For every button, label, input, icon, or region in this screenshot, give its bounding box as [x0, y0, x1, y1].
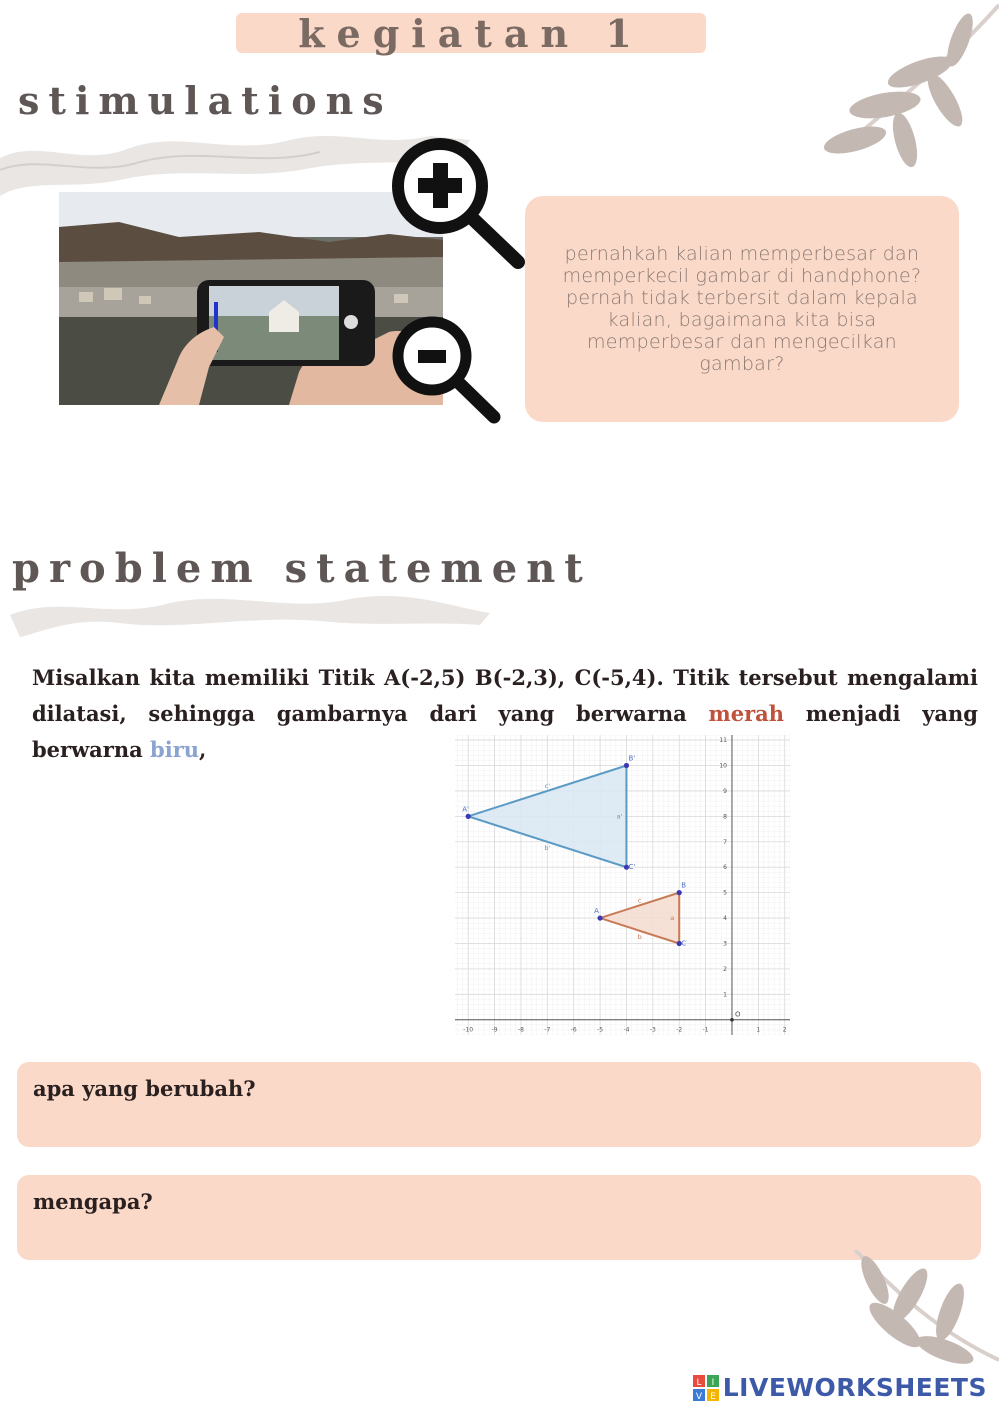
stimulation-question: pernahkah kalian memperbesar dan memperkecil gambar di handphone? pernah tidak terbersit dalam kepala kalian, bagaimana kita bisa memperbesar dan mengecilkan gambar?: [562, 243, 922, 375]
side-label: a': [616, 812, 623, 821]
x-tick-label: -4: [623, 1026, 630, 1034]
vertex-label: A: [594, 907, 599, 916]
x-tick-label: -2: [676, 1026, 683, 1034]
torn-paper-strip-2: [10, 585, 500, 645]
liveworksheets-badge-icon: [693, 1375, 719, 1401]
y-tick-label: 2: [723, 965, 727, 973]
badge-letter: V: [695, 1391, 702, 1401]
page-title: kegiatan 1: [298, 10, 644, 56]
y-tick-label: 8: [723, 813, 727, 821]
y-tick-label: 10: [719, 762, 727, 770]
side-label: c': [544, 781, 551, 790]
vertex-point: [624, 763, 629, 768]
stimulations-heading: stimulations: [18, 78, 393, 123]
problem-text-part1: Misalkan kita memiliki Titik A(-2,5) B(-2,3), C(-5,4). Titik tersebut mengalami dilatasi, sehingga gambarnya dari yang berwarna: [32, 665, 978, 726]
question-2-label: mengapa?: [33, 1189, 153, 1214]
badge-letter: E: [709, 1391, 716, 1401]
x-tick-label: 2: [782, 1026, 787, 1034]
problem-text-part2: menjadi yang berwarna: [32, 701, 978, 762]
zoom-in-icon: [390, 134, 530, 269]
question-box-2[interactable]: [17, 1175, 981, 1260]
x-tick-label: -9: [491, 1026, 498, 1034]
x-tick-label: -6: [570, 1026, 577, 1034]
y-tick-label: 9: [723, 787, 727, 795]
liveworksheets-logo: [693, 1373, 987, 1402]
badge-letter: L: [696, 1377, 702, 1388]
y-tick-label: 1: [723, 991, 727, 999]
problem-text-part3: ,: [199, 737, 207, 762]
vertex-point: [597, 915, 602, 920]
question-box-1[interactable]: [17, 1062, 981, 1147]
vertex-label: B': [628, 754, 636, 763]
title-bar: [236, 10, 706, 56]
y-tick-label: 3: [723, 940, 727, 948]
x-tick-label: -10: [463, 1026, 474, 1034]
vertex-point: [466, 814, 471, 819]
y-tick-label: 6: [723, 864, 727, 872]
word-merah: merah: [708, 701, 785, 726]
origin-point: [730, 1018, 734, 1022]
phone-photo: [59, 192, 443, 405]
y-tick-label: 7: [723, 838, 727, 846]
question-1-label: apa yang berubah?: [33, 1076, 256, 1101]
x-tick-label: -3: [649, 1026, 656, 1034]
side-label: a: [670, 914, 675, 923]
zoom-out-icon: [390, 312, 505, 427]
y-tick-label: 5: [723, 889, 727, 897]
leaf-decoration-bottom: [835, 1250, 999, 1370]
problem-heading: problem statement: [12, 545, 592, 592]
word-biru: biru: [150, 737, 200, 762]
x-tick-label: -5: [597, 1026, 604, 1034]
vertex-point: [677, 890, 682, 895]
x-tick-label: -1: [702, 1026, 709, 1034]
y-tick-label: 11: [719, 737, 727, 745]
stimulation-question-box: [525, 196, 959, 422]
leaf-decoration-top: [800, 0, 999, 175]
side-label: b': [544, 843, 551, 852]
vertex-label: B: [681, 881, 687, 890]
vertex-label: C: [681, 939, 687, 948]
badge-letter: I: [711, 1377, 715, 1388]
side-label: b: [637, 932, 642, 941]
x-tick-label: 1: [756, 1026, 761, 1034]
side-label: c: [637, 896, 642, 905]
dilation-graph: [455, 735, 790, 1035]
vertex-label: A': [462, 805, 469, 814]
x-tick-label: -7: [544, 1026, 551, 1034]
brand-text: LIVEWORKSHEETS: [722, 1373, 987, 1402]
vertex-label: C': [628, 863, 636, 872]
x-tick-label: -8: [517, 1026, 524, 1034]
y-tick-label: 4: [723, 915, 727, 923]
origin-label: O: [734, 1010, 741, 1019]
